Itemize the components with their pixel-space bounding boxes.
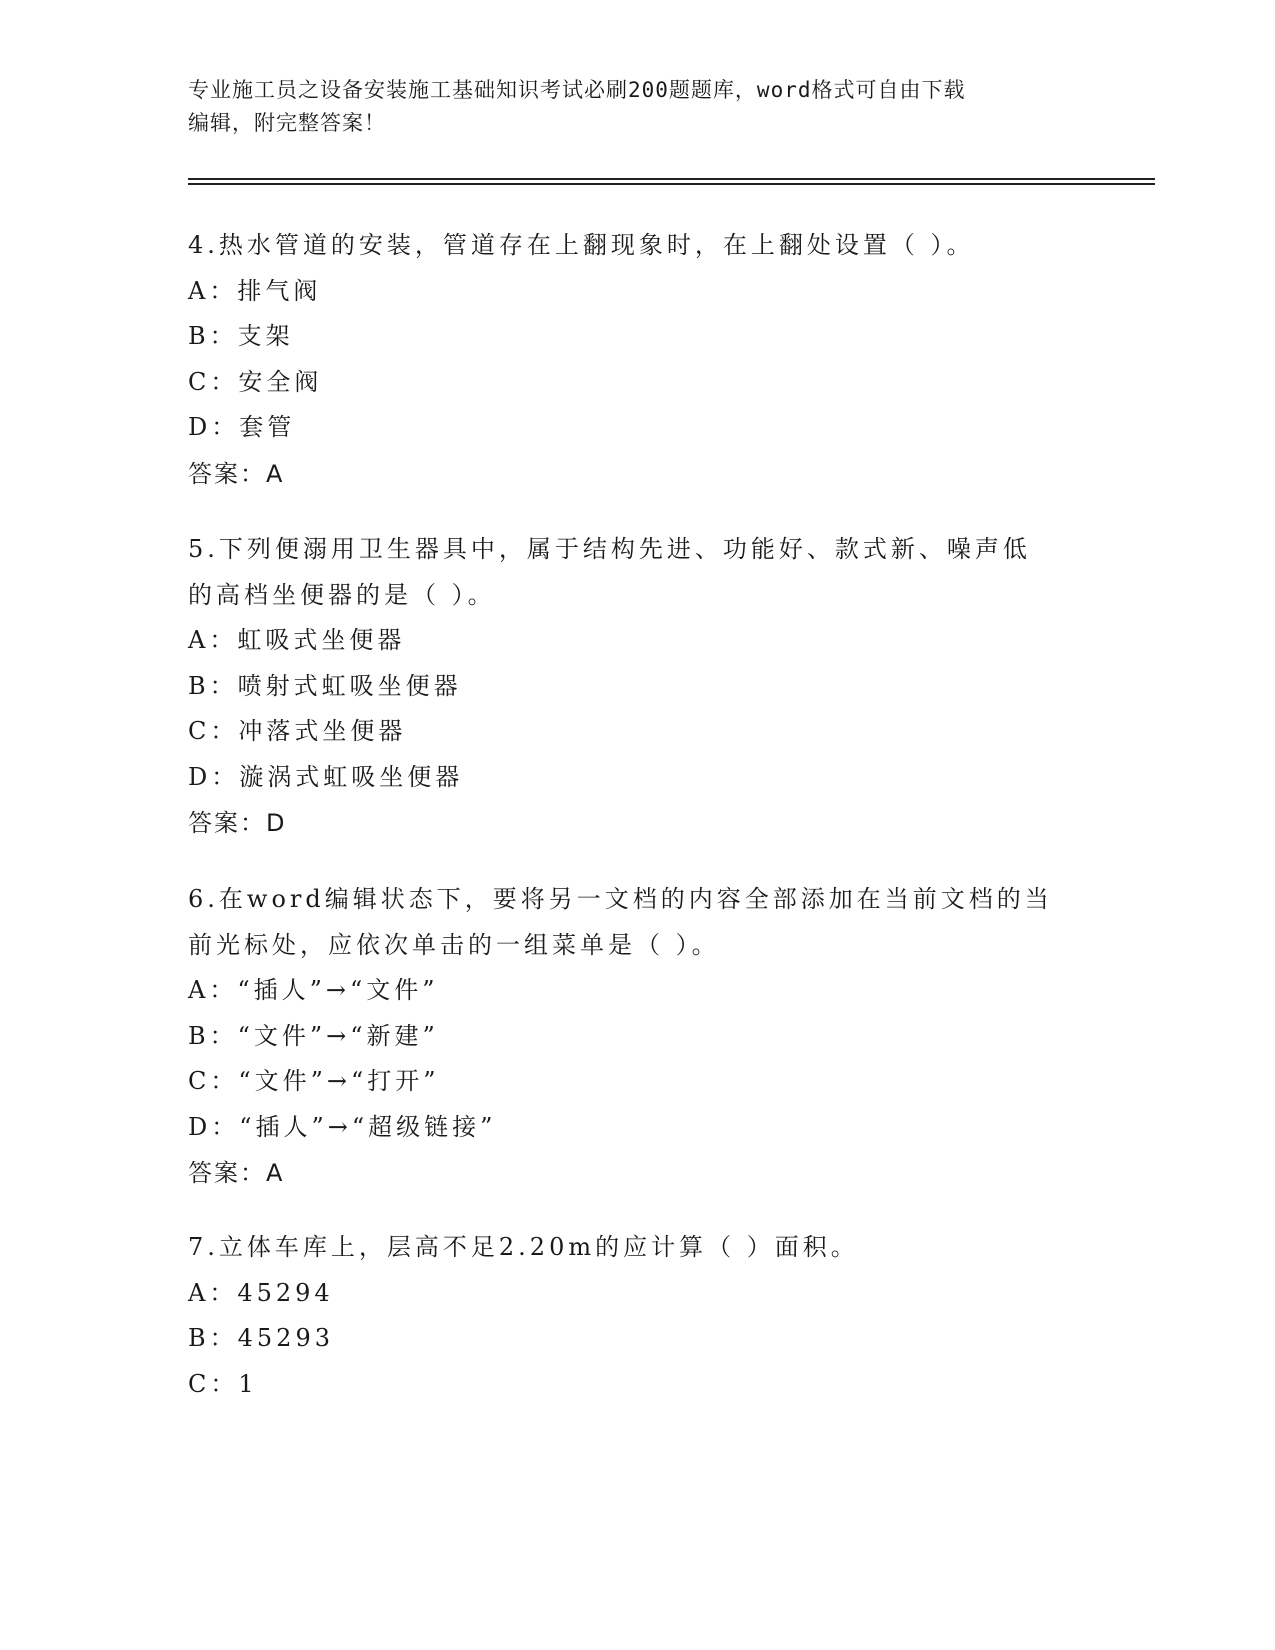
option-b: B：“文件”→“新建” [188, 1021, 439, 1050]
option-d: D：漩涡式虹吸坐便器 [188, 762, 464, 791]
question-5 [188, 527, 1088, 846]
question-stem-line-2: 前光标处，应依次单击的一组菜单是（ ）。 [188, 930, 720, 959]
question-4 [188, 223, 1088, 497]
answer: 答案：A [188, 1159, 285, 1187]
option-a: A：排气阀 [188, 276, 322, 305]
option-c: C：安全阀 [188, 367, 323, 396]
header-title-line-2: 编辑，附完整答案！ [188, 111, 386, 135]
header-divider-bottom [188, 183, 1155, 185]
option-b: B：喷射式虹吸坐便器 [188, 671, 462, 700]
question-stem: 7.立体车库上，层高不足2.20m的应计算（ ）面积。 [188, 1233, 859, 1261]
option-c: C：“文件”→“打开” [188, 1067, 440, 1095]
option-b: B：45293 [188, 1324, 334, 1352]
option-b: B：支架 [188, 322, 294, 350]
question-6 [188, 877, 1088, 1196]
option-c: C：冲落式坐便器 [188, 717, 407, 745]
document-header [188, 74, 1088, 140]
answer: 答案：A [188, 459, 285, 488]
option-d: D：套管 [188, 413, 296, 441]
question-stem: 4.热水管道的安装，管道存在上翻现象时，在上翻处设置（ ）。 [188, 231, 975, 259]
option-c: C：1 [188, 1369, 258, 1398]
option-a: A：45294 [188, 1278, 334, 1307]
option-a: A：虹吸式坐便器 [188, 626, 406, 654]
question-stem-line-2: 的高档坐便器的是（ ）。 [188, 580, 496, 609]
answer: 答案：D [188, 809, 287, 837]
header-divider-top [188, 178, 1155, 180]
question-stem-line-1: 6.在word编辑状态下，要将另一文档的内容全部添加在当前文档的当 [188, 885, 1053, 913]
option-d: D：“插人”→“超级链接” [188, 1112, 497, 1141]
option-a: A：“插人”→“文件” [188, 976, 439, 1004]
question-7 [188, 1225, 1088, 1407]
header-title-line-1: 专业施工员之设备安装施工基础知识考试必刷200题题库，word格式可自由下载 [188, 78, 966, 102]
question-stem-line-1: 5.下列便溺用卫生器具中，属于结构先进、功能好、款式新、噪声低 [188, 535, 1031, 563]
